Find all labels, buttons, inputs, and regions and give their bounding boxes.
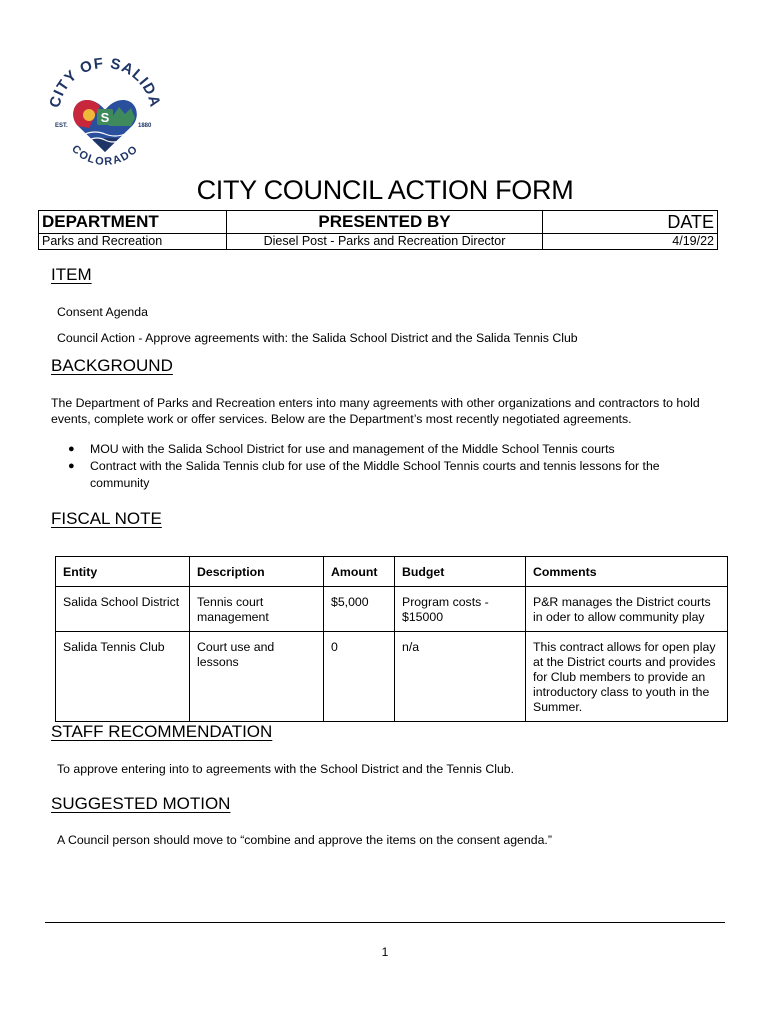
table-cell: $5,000 (324, 587, 395, 632)
column-header: Comments (526, 557, 728, 587)
date-label: DATE (543, 211, 718, 234)
svg-text:CITY OF SALIDA (46, 55, 163, 110)
table-cell: 0 (324, 632, 395, 722)
department-label: DEPARTMENT (39, 211, 227, 234)
suggested-motion-heading: SUGGESTED MOTION (51, 794, 231, 813)
logo-bottom-text: COLORADO (69, 142, 141, 169)
logo-top-text: CITY OF SALIDA (46, 54, 164, 110)
logo-est-label: EST. (55, 123, 68, 129)
date-value: 4/19/22 (543, 234, 718, 250)
table-row (56, 632, 728, 722)
background-bullet-list (68, 441, 718, 492)
city-of-salida-logo (45, 52, 165, 172)
bullet-text: MOU with the Salida School District for use and management of the Middle School Tennis courts (90, 442, 615, 456)
header-table (38, 210, 718, 250)
fiscal-note-table (55, 556, 728, 722)
page-number: 1 (381, 945, 389, 959)
footer-divider (45, 922, 725, 923)
fiscal-note-heading: FISCAL NOTE (51, 509, 162, 528)
table-cell: Salida School District (56, 587, 190, 632)
logo-center-letter: S (100, 110, 110, 125)
form-title: CITY COUNCIL ACTION FORM (196, 175, 574, 205)
table-cell: P&R manages the District courts in oder to allow community play (526, 587, 728, 632)
list-item: ● MOU with the Salida School District for use and management of the Middle School Tennis courts (68, 442, 615, 456)
department-value: Parks and Recreation (39, 234, 227, 250)
background-paragraph: The Department of Parks and Recreation enters into many agreements with other organizations and contractors to hold events, complete work or offer services. Below are the Department’s most recently negotiated agreements. (51, 396, 700, 426)
presented-by-value: Diesel Post - Parks and Recreation Director (227, 234, 543, 250)
logo-year: 1880 (138, 123, 152, 129)
list-item: ● Contract with the Salida Tennis club for use of the Middle School Tennis courts and tennis lessons for the community (68, 459, 660, 490)
column-header: Amount (324, 557, 395, 587)
column-header: Entity (56, 557, 190, 587)
presented-by-label: PRESENTED BY (227, 211, 543, 234)
table-cell: Salida Tennis Club (56, 632, 190, 722)
heart-icon (73, 100, 137, 152)
table-cell: This contract allows for open play at the District courts and provides for Club members to provide an introductory class to youth in the Summer. (526, 632, 728, 722)
table-header-row (56, 557, 728, 587)
item-heading: ITEM (51, 265, 92, 284)
table-cell: Tennis court management (190, 587, 324, 632)
table-row (56, 587, 728, 632)
column-header: Budget (395, 557, 526, 587)
staff-recommendation-text: To approve entering into to agreements with the School District and the Tennis Club. (57, 762, 515, 776)
table-cell: n/a (395, 632, 526, 722)
item-line-2: Council Action - Approve agreements with: the Salida School District and the Salida Tennis Club (57, 331, 578, 345)
staff-recommendation-heading: STAFF RECOMMENDATION (51, 722, 273, 741)
table-cell: Court use and lessons (190, 632, 324, 722)
suggested-motion-text: A Council person should move to “combine and approve the items on the consent agenda.” (57, 833, 552, 847)
background-heading: BACKGROUND (51, 356, 173, 375)
item-line-1: Consent Agenda (57, 305, 148, 319)
table-cell: Program costs - $15000 (395, 587, 526, 632)
column-header: Description (190, 557, 324, 587)
bullet-text: Contract with the Salida Tennis club for use of the Middle School Tennis courts and tennis lessons for the community (90, 459, 660, 490)
